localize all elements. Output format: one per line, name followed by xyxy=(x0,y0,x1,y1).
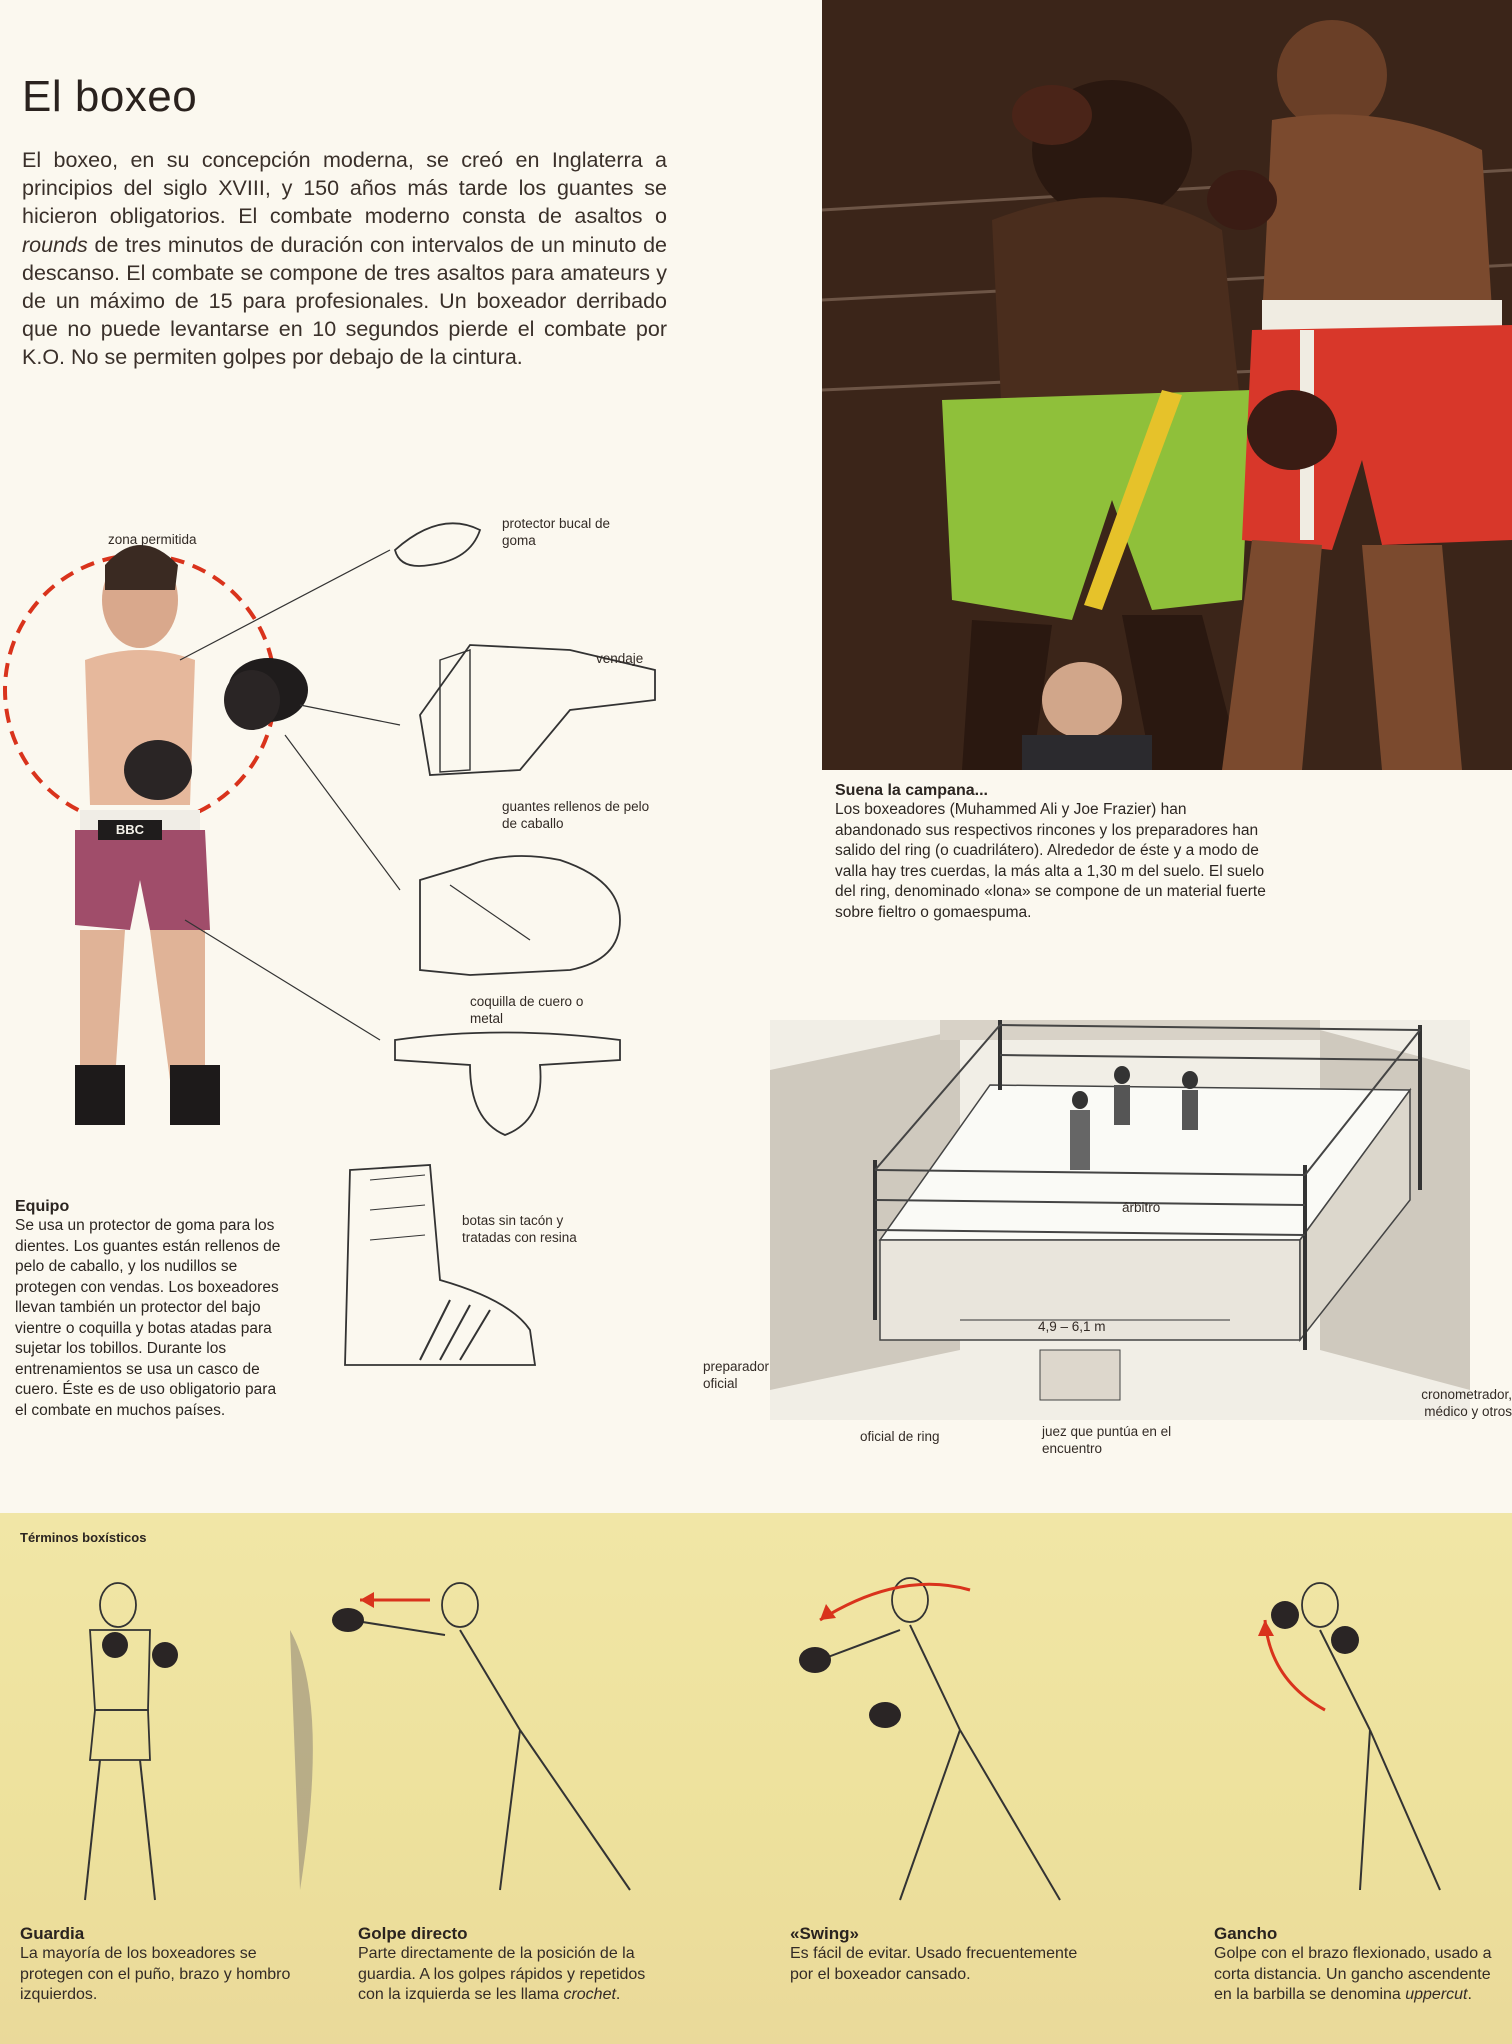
ring-size-label: 4,9 – 6,1 m xyxy=(1038,1319,1106,1334)
equipment-text: Se usa un protector de goma para los dientes. Los guantes están rellenos de pelo de caballo, y los nudillos se protegen con vendas. Los boxeadores llevan también un protector del bajo vientre o coquilla y botas atadas para sujetar los tobillos. Durante los entrenamientos se usa un casco de cuero. Éste es de uso obligatorio para el combate en muchos países. xyxy=(15,1217,281,1419)
guard-figure xyxy=(85,1583,178,1900)
term-jab-text xyxy=(358,1944,658,2006)
term-guard xyxy=(20,1924,310,2006)
hook-figure xyxy=(1258,1583,1440,1890)
term-jab-text-main: Parte directamente de la posición de la guardia. A los golpes rápidos y repetidos con la izquierda se les llama xyxy=(358,1945,646,2003)
swing-figure xyxy=(799,1578,1060,1900)
term-hook-title: Gancho xyxy=(1214,1924,1278,1943)
judge-label: juez que puntúa en el encuentro xyxy=(1042,1424,1172,1456)
fight-photo xyxy=(822,0,1512,770)
term-hook xyxy=(1214,1924,1504,2006)
zone-label: zona permitida xyxy=(108,532,197,547)
equipment-heading: Equipo xyxy=(15,1198,70,1215)
term-jab-italic: crochet xyxy=(563,1986,616,2003)
term-jab-title: Golpe directo xyxy=(358,1924,468,1943)
boot-illustration xyxy=(330,1160,560,1370)
photo-caption-heading: Suena la campana... xyxy=(835,782,988,799)
referee-label: árbitro xyxy=(1122,1200,1161,1215)
term-hook-end: . xyxy=(1467,1986,1472,2003)
term-jab xyxy=(358,1924,658,2006)
ring-official-label: oficial de ring xyxy=(860,1429,940,1444)
trainer-label: preparador oficial xyxy=(703,1359,770,1391)
term-swing-title: «Swing» xyxy=(790,1924,859,1943)
term-guard-title: Guardia xyxy=(20,1924,85,1943)
fight-photo-illustration xyxy=(822,0,1512,770)
term-hook-text-main: Golpe con el brazo flexionado, usado a corta distancia. Un gancho ascendente en la barbilla se denomina xyxy=(1214,1945,1492,2003)
glove-label: guantes rellenos de pelo de caballo xyxy=(502,799,650,831)
intro-italic: rounds xyxy=(22,232,88,257)
shorts-badge: BBC xyxy=(98,820,162,840)
term-hook-italic: uppercut xyxy=(1405,1986,1468,2003)
term-guard-text: La mayoría de los boxeadores se protegen con el puño, brazo y hombro izquierdos. xyxy=(20,1945,291,2003)
term-hook-text xyxy=(1214,1944,1504,2006)
term-jab-end: . xyxy=(615,1986,621,2003)
term-swing-text: Es fácil de evitar. Usado frecuentemente por el boxeador cansado. xyxy=(790,1945,1078,1983)
terms-illustrations xyxy=(0,1560,1512,1940)
intro-text-2: de tres minutos de duración con intervalos de un minuto de descanso. El combate se compone de tres asaltos para amateurs y de un máximo de 15 para profesionales. Un boxeador derribado que no puede levantarse en 10 segundos pierde el combate por K.O. No se permiten golpes por debajo de la cintura. xyxy=(22,232,667,370)
terms-heading: Términos boxísticos xyxy=(20,1530,147,1545)
intro-text-1: El boxeo, en su concepción moderna, se creó en Inglaterra a principios del siglo XVIII, y 150 años más tarde los guantes se hicieron obligatorios. El combate moderno consta de asaltos o xyxy=(22,148,667,229)
mouthguard-label: protector bucal de goma xyxy=(502,516,611,548)
cup-label: coquilla de cuero o metal xyxy=(470,994,584,1026)
photo-caption-text: Los boxeadores (Muhammed Ali y Joe Frazier) han abandonado sus respectivos rincones y los preparadores han salido del ring (o cuadrilátero). Alrededor de éste y a modo de valla hay tres cuerdas, la más alta a 1,30 m del suelo. El suelo del ring, denominado «lona» se compone de un material fuerte sobre fieltro o gomaespuma. xyxy=(835,801,1266,921)
term-swing xyxy=(790,1924,1080,1985)
equipment-block xyxy=(15,1198,285,1421)
page-title: El boxeo xyxy=(22,72,198,121)
timekeeper-label: cronometrador, médico y otros xyxy=(1421,1387,1512,1419)
jab-figure xyxy=(290,1583,630,1890)
ring-illustration xyxy=(760,990,1480,1430)
photo-caption-block xyxy=(835,782,1275,923)
boot-label: botas sin tacón y tratadas con resina xyxy=(462,1213,577,1245)
wrap-label: vendaje xyxy=(596,651,644,666)
intro-paragraph xyxy=(22,146,667,372)
